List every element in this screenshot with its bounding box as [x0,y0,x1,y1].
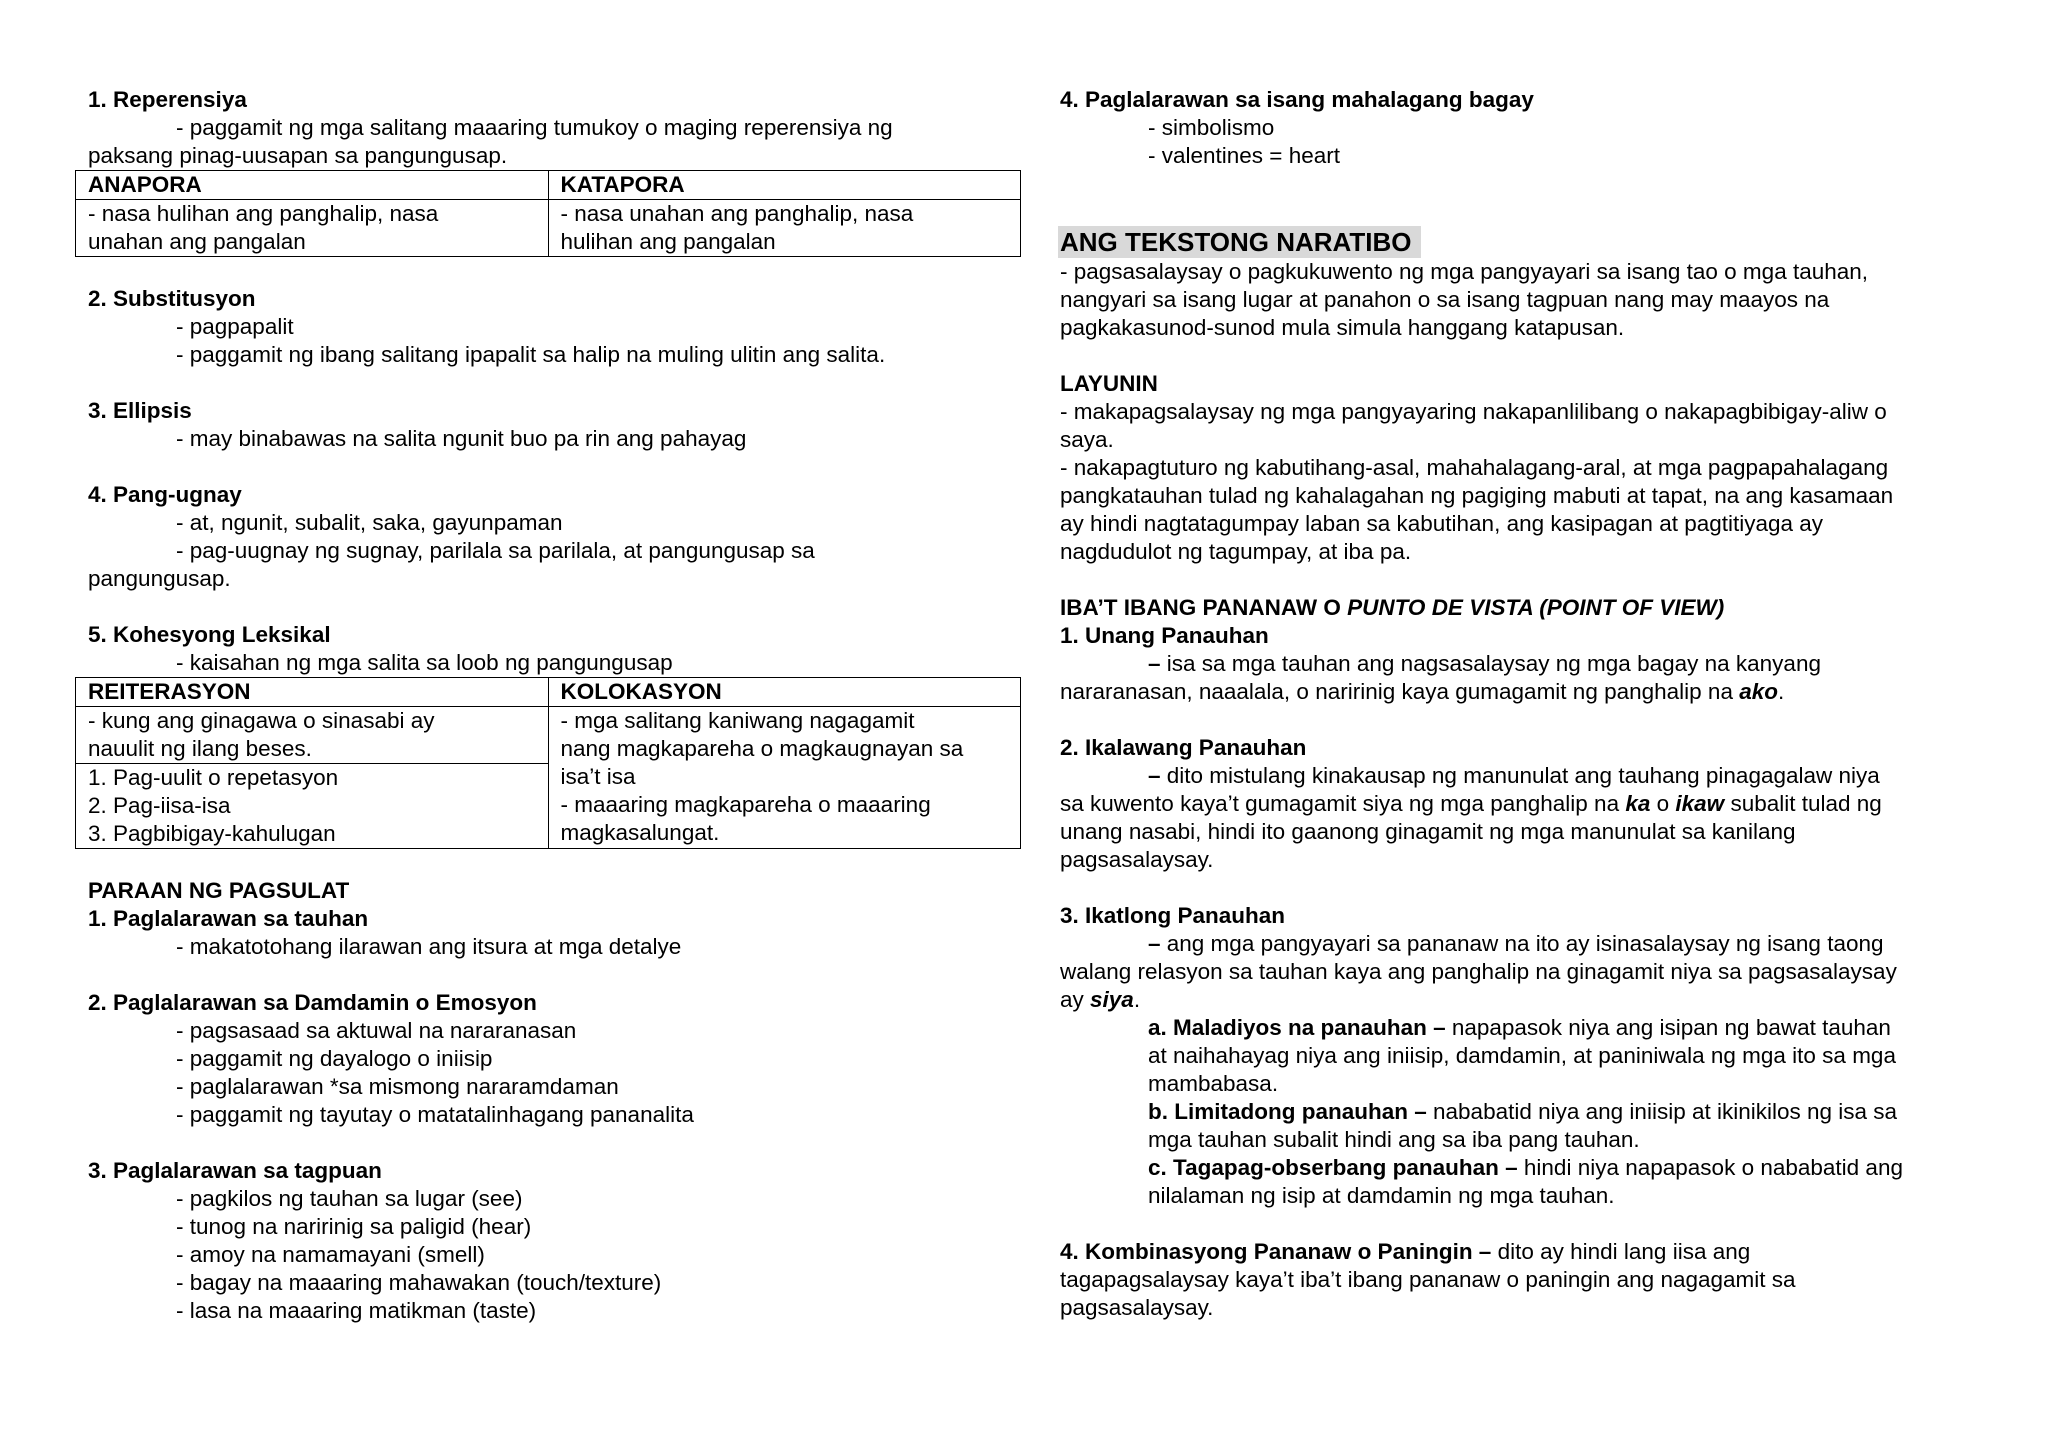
body-text: saya. [1060,427,1114,452]
text: isa sa mga tauhan ang nagsasalaysay ng mga bagay na kanyang [1160,651,1821,676]
body-text: mga tauhan subalit hindi ang sa iba pang tauhan. [1148,1127,1640,1152]
body-text: - makapagsalaysay ng mga pangyayaring nakapanlilibang o nakapagbibigay-aliw o [1060,399,1887,424]
anapora-katapora-table [75,170,1021,257]
emphasis: siya [1090,987,1134,1012]
text: nararanasan, naaalala, o naririnig kaya gumagamit ng panghalip na [1060,679,1740,704]
body-text: pangungusap. [88,566,231,591]
section-heading-highlight: ANG TEKSTONG NARATIBO [1058,226,1421,258]
subheading: b. Limitadong panauhan – [1148,1099,1427,1124]
section-title: 4. Paglalarawan sa isang mahalagang bagay [1060,87,1534,112]
body-text: - pagsasaad sa aktuwal na nararanasan [176,1018,577,1043]
text: . [1778,679,1785,704]
body-text: - paglalarawan *sa mismong nararamdaman [176,1074,619,1099]
body-text: - pagpapalit [176,314,294,339]
body-text: mambabasa. [1148,1071,1279,1096]
text: napapasok niya ang isipan ng bawat tauhan [1445,1015,1891,1040]
body-text: nangyari sa isang lugar at panahon o sa isang tagpuan nang may maayos na [1060,287,1830,312]
emphasis: ikaw [1675,791,1725,816]
section-title: 2. Paglalarawan sa Damdamin o Emosyon [88,990,537,1015]
table-cell [548,200,1021,257]
cell-line: unahan ang pangalan [88,229,306,254]
cell-line: - nasa hulihan ang panghalip, nasa [88,201,439,226]
body-text [1060,650,1990,678]
section-title: 2. Substitusyon [88,286,256,311]
text: ay [1060,987,1091,1012]
cell-line: - mga salitang kaniwang nagagamit [560,708,915,733]
body-text: - amoy na namamayani (smell) [176,1242,485,1267]
body-text: nilalaman ng isip at damdamin ng mga tauhan. [1148,1183,1615,1208]
body-text: - makatotohang ilarawan ang itsura at mga detalye [176,934,682,959]
section-title: 3. Ikatlong Panauhan [1060,903,1286,928]
subheading: 4. Kombinasyong Pananaw o Paningin – [1060,1239,1492,1264]
section-title: 1. Reperensiya [88,87,247,112]
section-heading: PARAAN NG PAGSULAT [88,878,350,903]
body-text: - nakapagtuturo ng kabutihang-asal, mahahalagang-aral, at mga pagpapahalagang [1060,455,1889,480]
body-text [1060,986,1990,1014]
section-title: 1. Unang Panauhan [1060,623,1269,648]
text: dito mistulang kinakausap ng manunulat ang tauhang pinagagalaw niya [1160,763,1880,788]
subheading: c. Tagapag-obserbang panauhan – [1148,1155,1518,1180]
body-text: - bagay na maaaring mahawakan (touch/texture) [176,1270,662,1295]
cell-line: - kung ang ginagawa o sinasabi ay [88,708,435,733]
body-text: - paggamit ng tayutay o matatalinhagang pananalita [176,1102,694,1127]
section-title: 1. Paglalarawan sa tauhan [88,906,369,931]
body-text: - may binabawas na salita ngunit buo pa rin ang pahayag [176,426,747,451]
body-text: - paggamit ng dayalogo o iniisip [176,1046,493,1071]
body-text: - simbolismo [1148,115,1275,140]
body-text [1060,1238,1990,1266]
table-cell [76,764,549,849]
text: ang mga pangyayari sa pananaw na ito ay isinasalaysay ng isang taong [1160,931,1884,956]
cell-line: isa’t isa [560,764,636,789]
body-text [1060,1154,1990,1182]
dash: – [1148,931,1161,956]
table-header: ANAPORA [76,171,549,200]
section-heading [1060,594,1990,622]
text: o [1650,791,1676,816]
section-title: 5. Kohesyong Leksikal [88,622,331,647]
body-text [1060,678,1990,706]
reiterasyon-kolokasyon-table [75,677,1021,849]
body-text: - kaisahan ng mga salita sa loob ng pangungusap [176,650,673,675]
body-text: at naihahayag niya ang iniisip, damdamin, at paniniwala ng mga ito sa mga [1148,1043,1896,1068]
right-column [1060,86,1990,1322]
section-heading: LAYUNIN [1060,371,1158,396]
body-text [1060,1098,1990,1126]
body-text: - paggamit ng ibang salitang ipapalit sa halip na muling ulitin ang salita. [176,342,886,367]
dash: – [1148,763,1161,788]
left-column [88,86,1023,1325]
body-text [1060,790,1990,818]
body-text [1060,930,1990,958]
cell-line: 3. Pagbibigay-kahulugan [88,821,336,846]
text: dito ay hindi lang iisa ang [1491,1239,1751,1264]
body-text: - pagkilos ng tauhan sa lugar (see) [176,1186,523,1211]
section-title: 2. Ikalawang Panauhan [1060,735,1307,760]
dash: – [1148,651,1161,676]
table-header: KATAPORA [548,171,1021,200]
body-text: pangkatauhan tulad ng kahalagahan ng pagiging mabuti at tapat, na ang kasamaan [1060,483,1894,508]
subheading: a. Maladiyos na panauhan – [1148,1015,1446,1040]
body-text: ay hindi nagtatagumpay laban sa kabutihan, ang kasipagan at pagtitiyaga ay [1060,511,1824,536]
text: . [1133,987,1141,1012]
body-text: pagkakasunod-sunod mula simula hanggang katapusan. [1060,315,1625,340]
body-text: pagsasalaysay. [1060,1295,1214,1320]
section-title: 3. Paglalarawan sa tagpuan [88,1158,382,1183]
cell-line: magkasalungat. [560,820,720,845]
cell-line: - nasa unahan ang panghalip, nasa [560,201,914,226]
body-text [1060,1014,1990,1042]
text: nababatid niya ang iniisip at ikinikilos ng isa sa [1426,1099,1898,1124]
body-text: nagdudulot ng tagumpay, at iba pa. [1060,539,1412,564]
cell-line: hulihan ang pangalan [560,229,776,254]
table-header: REITERASYON [76,678,549,707]
text: sa kuwento kaya’t gumagamit siya ng mga panghalip na [1060,791,1626,816]
body-text: tagapagsalaysay kaya’t iba’t ibang pananaw o paningin ang nagagamit sa [1060,1267,1796,1292]
text: subalit tulad ng [1724,791,1882,816]
heading-text-italic: PUNTO DE VISTA (POINT OF VIEW) [1347,595,1725,620]
body-text: paksang pinag-uusapan sa pangungusap. [88,143,508,168]
body-text: - at, ngunit, subalit, saka, gayunpaman [176,510,563,535]
body-text: unang nasabi, hindi ito gaanong ginagamit ng mga manunulat sa kanilang [1060,819,1796,844]
body-text: - lasa na maaaring matikman (taste) [176,1298,537,1323]
cell-line: 2. Pag-iisa-isa [88,793,231,818]
body-text: - paggamit ng mga salitang maaaring tumukoy o maging reperensiya ng [176,115,893,140]
emphasis: ka [1625,791,1651,816]
heading-text: IBA’T IBANG PANANAW O [1060,595,1348,620]
table-header: KOLOKASYON [548,678,1021,707]
table-cell [548,707,1021,849]
cell-line: nauulit ng ilang beses. [88,736,312,761]
table-cell [76,707,549,764]
cell-line: 1. Pag-uulit o repetasyon [88,765,339,790]
emphasis: ako [1739,679,1778,704]
cell-line: - maaaring magkapareha o maaaring [560,792,931,817]
body-text: - pagsasalaysay o pagkukuwento ng mga pangyayari sa isang tao o mga tauhan, [1060,259,1869,284]
body-text: - valentines = heart [1148,143,1340,168]
body-text: walang relasyon sa tauhan kaya ang panghalip na ginagamit niya sa pagsasalaysay [1060,959,1897,984]
section-title: 3. Ellipsis [88,398,192,423]
section-title: 4. Pang-ugnay [88,482,242,507]
text: hindi niya napapasok o nababatid ang [1517,1155,1903,1180]
body-text: pagsasalaysay. [1060,847,1214,872]
body-text [1060,762,1990,790]
cell-line: nang magkapareha o magkaugnayan sa [560,736,964,761]
body-text: - tunog na naririnig sa paligid (hear) [176,1214,532,1239]
body-text: - pag-uugnay ng sugnay, parilala sa parilala, at pangungusap sa [176,538,815,563]
table-cell [76,200,549,257]
